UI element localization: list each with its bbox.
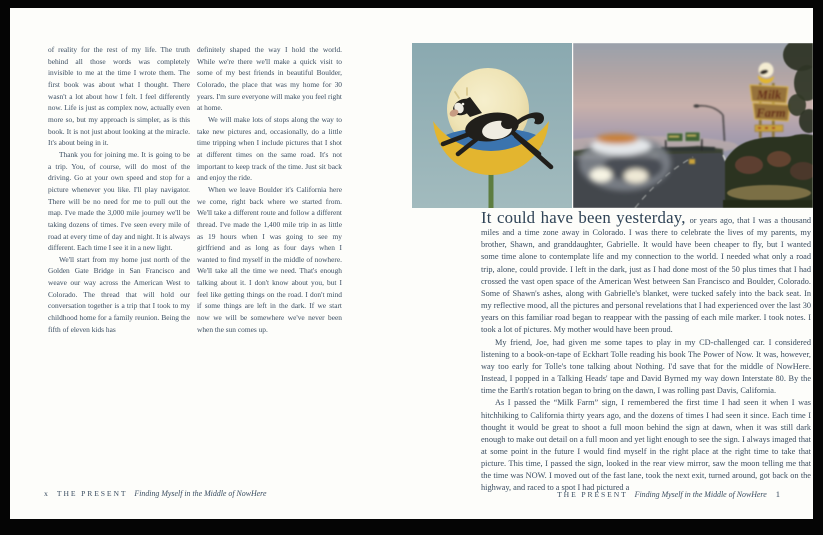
body-paragraph: When we leave Boulder it's California here we come, right back where we started from. We'll take a different route and follow a different thread. I've made the 1,400 mile trip in as little as 19 hours when I was going to see my girlfriend and as long as four days when I wanted to find myself in the middle of nowhere. We'll take all the time we need. That's enough talking about it. I don't know about you, but I feel like getting things on the road. I don't mind if some things are left in the dark. If we start now we will be somewhere we've never been when the sun comes up.: [197, 184, 342, 334]
opening-phrase: It could have been yesterday,: [481, 208, 686, 227]
page-number: x: [44, 489, 48, 498]
sign-text-farm: Farm: [756, 106, 786, 120]
book-title: Finding Myself in the Middle of NowHere: [634, 490, 767, 499]
body-paragraph: of reality for the rest of my life. The truth behind all those words was completely invisible to me at the time I wrote them. The first book was about what I thought. There wasn't a lot about how I felt. I feel differently now. Life is just as complex now, actually even more so, but my approach is simpler, as is this book. It is not just about looking at the miracle. It's about being in it.: [48, 45, 190, 148]
body-paragraph: We will make lots of stops along the way to take new pictures and, occasionally, do a little time tripping when I include pictures that I shot at different times on the same road. It's not important to keep track of the time. Just sit back and enjoy the ride.: [197, 114, 342, 183]
book-spread: [10, 8, 813, 519]
sign-pole: [489, 171, 494, 208]
right-page-footer: [557, 489, 780, 499]
chapter-label: THE PRESENT: [557, 490, 628, 499]
left-page-column-1: [48, 44, 190, 335]
body-paragraph: Thank you for joining me. It is going to be a trip. You, of course, will do most of the driving. Go at your own speed and stop for a picture whenever you like. I'll play navigator. There will be no need for me to pull out the map. I've made the 3,000 mile journey we'll be taking dozens of times. I've seen every mile of road at every time of day and night. It is always different. Each time I see it in a new light.: [48, 149, 190, 253]
left-page-footer: [44, 489, 266, 498]
opening-paragraph: [481, 208, 811, 337]
highway-illustration: [573, 43, 813, 208]
body-paragraph: As I passed the “Milk Farm” sign, I remembered the first time I had seen it when I was hitchhiking to California thirty years ago, and the dozens of times I had seen it since. Each time I thought it would be great to shoot a full moon behind the sign at dawn, when it was still dark enough to make out detail on a full moon and yet light enough to see the sign. I always imaged that at some point in the future I would find myself in the right place at the right time to take that picture. This time, I passed the sign, looked in the rear view mirror, saw the moon telling me that the time was NOW. I moved out of the fast lane, took the next exit, turned around, got back on the highway, and raced to a spot I had pictured a: [481, 398, 811, 493]
photo-cow-over-moon-sign: [412, 43, 572, 208]
photo-dusk-highway-milk-farm: [573, 43, 813, 208]
right-page-text-block: [481, 208, 811, 495]
book-title: Finding Myself in the Middle of NowHere: [134, 489, 267, 498]
cow-sign-illustration: [412, 43, 572, 208]
body-paragraph: We'll start from my home just north of the Golden Gate Bridge in San Francisco and weave our way across the American West to Colorado. The thread that will hold our conversation together is a trip that I took to my childhood home for a family reunion. Being the fifth of eleven kids has: [48, 254, 190, 334]
body-paragraph: definitely shaped the way I hold the world. While we're there we'll make a quick visit to some of my best friends in beautiful Boulder, Colorado, the place that was my home for 30 years. I'm sure everyone will make you feel right at home.: [197, 45, 342, 113]
paragraph-continuation: or years ago, that I was a thousand miles and a time zone away in Colorado. I was there to celebrate the lives of my parents, my brother, Shawn, and granddaughter, Gabrielle. It would have been cheaper to fly, but I wanted some time alone to contemplate life and my connection to the world. I needed what only a road trip, alone, could provide. I left in the dark, just as I had done most of the 50 plus times that I had crossed the vast open space of the American West between San Francisco and Boulder, Colorado. Some of Shawn's ashes, along with Gabrielle's blanket, were tucked safely into the back seat. In my reflective mood, all the pictures and personal revelations that I had experienced over the last 30 years on this familiar road began to reappear with the passing of each mile marker. I took notes. I took a lot of pictures. My mother would have been proud.: [481, 216, 811, 335]
left-page-column-2: [197, 44, 342, 335]
chapter-label: THE PRESENT: [56, 489, 128, 498]
page-number: 1: [775, 489, 780, 499]
sign-text-milk: Milk: [756, 88, 782, 102]
body-paragraph: My friend, Joe, had given me some tapes to play in my CD-challenged car. I considered listening to a book-on-tape of Eckhart Tolle reading his book The Power of Now. It was, however, way too early for Tolle's tone talking about Nothing. I'd save that for the middle of NowHere. Instead, I popped in a Talking Heads' tape and David Byrned my way down Interstate 80. By the time the Earth's rotation began to bring on the dawn, I was rolling past Davis, California.: [481, 337, 811, 396]
